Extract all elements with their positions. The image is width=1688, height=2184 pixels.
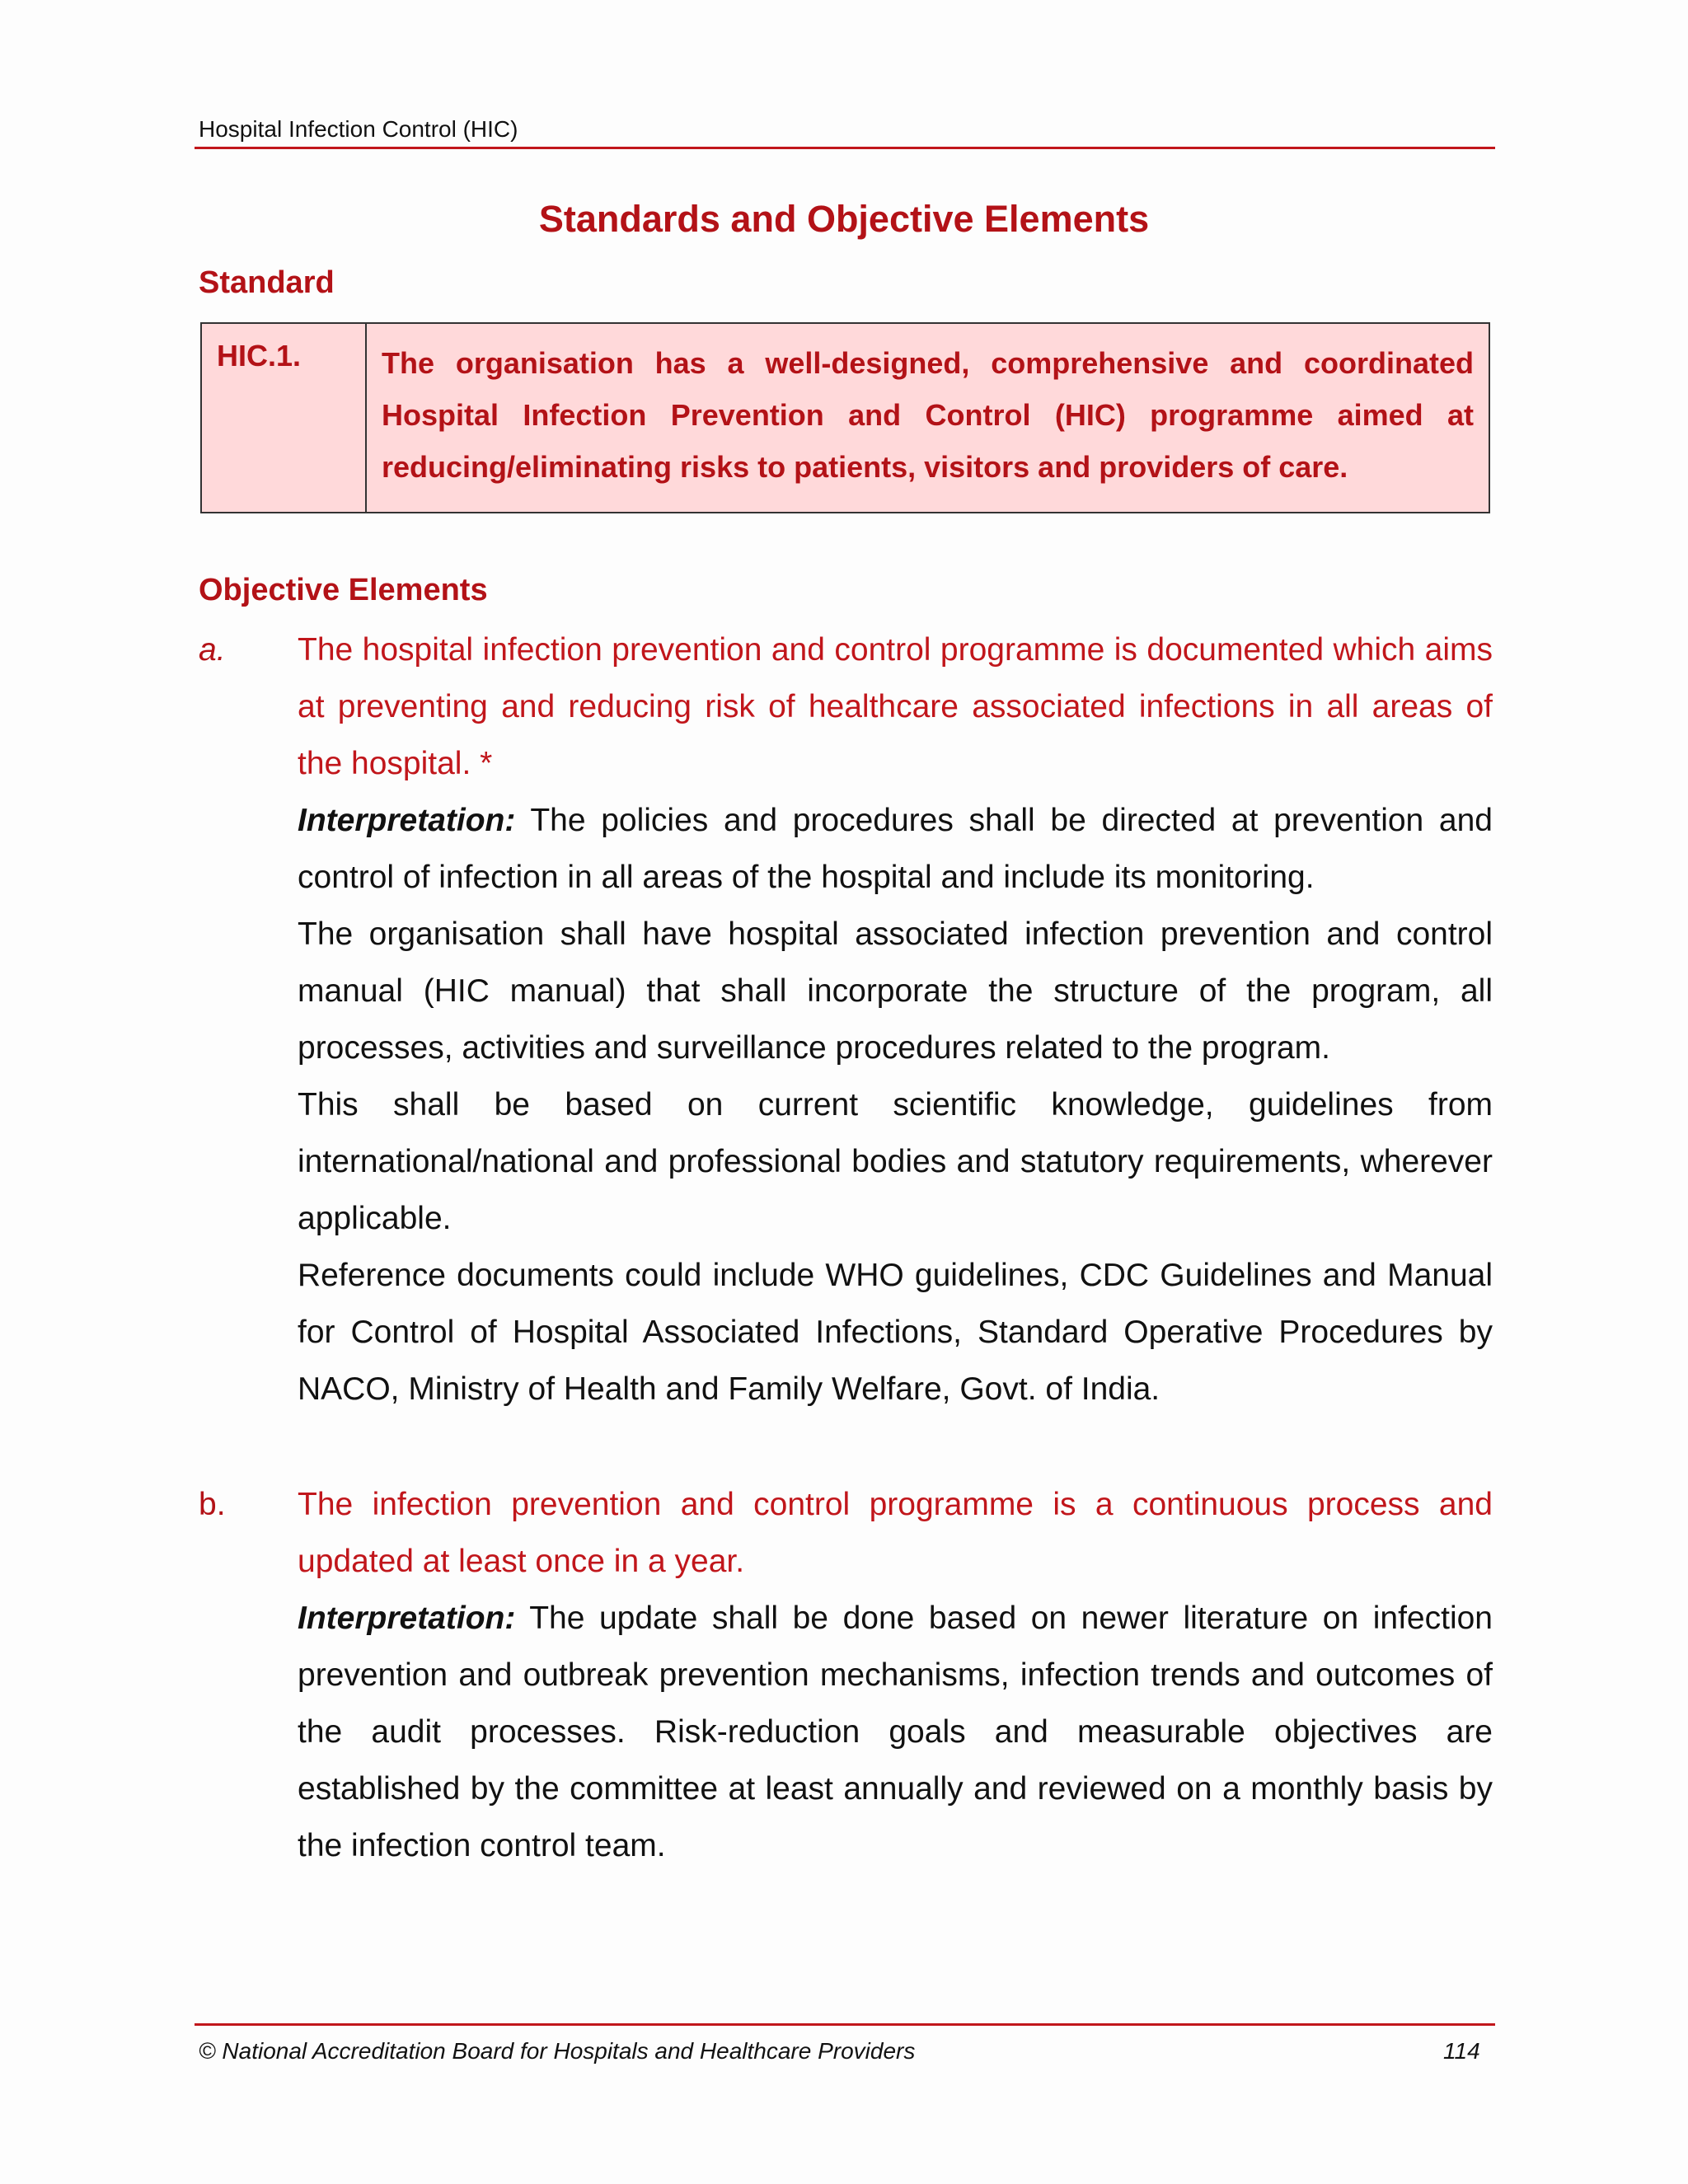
objective-letter: a. bbox=[199, 632, 226, 668]
page-title: Standards and Objective Elements bbox=[538, 198, 1150, 240]
paragraph: Reference documents could include WHO guidelines, CDC Guidelines and Manual for Control of Hospital Associated Infections, Standard Operative Procedures by NACO, Ministry of Health and Family Welfare, Govt. of India. bbox=[298, 1258, 1493, 1407]
objective-letter: b. bbox=[199, 1487, 226, 1522]
interpretation bbox=[298, 792, 1493, 906]
objective-body bbox=[298, 1476, 1493, 1874]
paragraph: This shall be based on current scientific knowledge, guidelines from international/national and professional bodies and statutory requirements, wherever applicable. bbox=[298, 1087, 1493, 1236]
interpretation-text: The update shall be done based on newer literature on infection prevention and outbreak prevention mechanisms, infection trends and outcomes of the audit processes. Risk-reduction goals and measurable objectives are established by the committee at least annually and reviewed on a monthly basis by the infection control team. bbox=[298, 1601, 1493, 1863]
interpretation-label: Interpretation: bbox=[298, 1601, 516, 1636]
standard-code: HIC.1. bbox=[202, 324, 367, 512]
objective-elements-heading: Objective Elements bbox=[199, 573, 488, 607]
interpretation bbox=[298, 1590, 1493, 1874]
page-number: 114 bbox=[1443, 2038, 1480, 2064]
standard-box bbox=[200, 322, 1490, 513]
paragraph: The organisation shall have hospital associated infection prevention and control manual (HIC manual) that shall incorporate the structure of the program, all processes, activities and surveillance procedures related to the program. bbox=[298, 916, 1493, 1066]
standard-heading: Standard bbox=[199, 265, 335, 300]
footer-copyright: © National Accreditation Board for Hospitals and Healthcare Providers bbox=[199, 2038, 916, 2064]
objective-body bbox=[298, 621, 1493, 1418]
header-rule bbox=[195, 147, 1495, 149]
footer-rule bbox=[195, 2023, 1495, 2026]
running-head: Hospital Infection Control (HIC) bbox=[199, 116, 518, 142]
objective-statement: The infection prevention and control programme is a continuous process and updated at least once in a year. bbox=[298, 1487, 1493, 1579]
interpretation-label: Interpretation: bbox=[298, 803, 516, 838]
objective-statement: The hospital infection prevention and control programme is documented which aims at preventing and reducing risk of healthcare associated infections in all areas of the hospital. * bbox=[298, 632, 1493, 781]
interpretation-text: The policies and procedures shall be directed at prevention and control of infection in all areas of the hospital and include its monitoring. bbox=[298, 803, 1493, 895]
standard-text: The organisation has a well-designed, comprehensive and coordinated Hospital Infection Prevention and Control (HIC) programme aimed at reducing/eliminating risks to patients, visitors and providers of care. bbox=[382, 346, 1474, 484]
